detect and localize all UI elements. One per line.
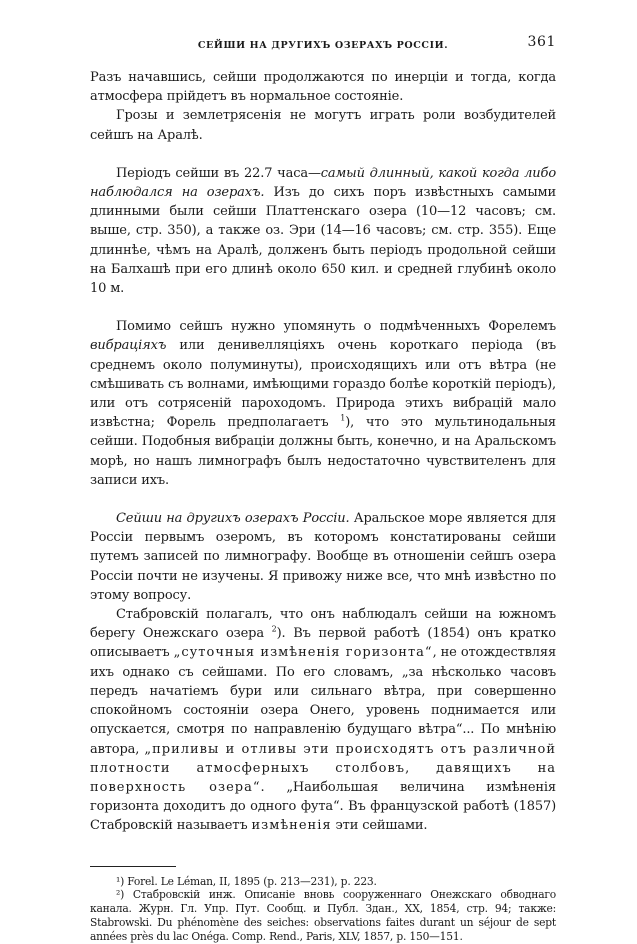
- emphasis-longest-period: самый длинный, какой когда либо наблюдался на озерахъ.: [90, 165, 556, 201]
- running-title: СЕЙШИ НА ДРУГИХЪ ОЗЕРАХЪ РОССІИ.: [197, 40, 449, 51]
- spaced-quote-2: „приливы и отливы эти происходятъ отъ различной плотности атмосферныхъ столбовъ, давящихъ на поверхность озера“: [90, 741, 556, 795]
- spaced-quote-1: „суточныя измѣненія горизонта“: [173, 645, 433, 661]
- footnote-ref-1: 1: [340, 413, 346, 423]
- footnote-1: ¹) Forel. Le Léman, II, 1895 (p. 213—231), p. 223.: [116, 874, 377, 888]
- page-header: [90, 34, 556, 54]
- paragraph-2: Грозы и землетрясенія не могутъ играть роли возбудителей сейшъ на Аралѣ.: [90, 108, 556, 143]
- paragraph-1: Разъ начавшись, сейши продолжаются по инерціи и тогда, когда атмосфера прійдетъ въ нормальное состояніе.: [90, 70, 556, 105]
- section-heading-seiches-russia: Сейши на другихъ озерахъ Россіи.: [116, 511, 350, 527]
- paragraph-5: Сейши на другихъ озерахъ Россіи. Аральское море является для Россіи первымъ озеромъ, въ которомъ констатированы сейши путемъ записей по лимнографу. Вообще въ отношеніи сейшъ озера Россіи почти не изучены. Я привожу ниже все, что мнѣ извѣстно по этому вопросу.: [90, 511, 556, 603]
- page-number: 361: [527, 34, 556, 50]
- paragraph-3: Періодъ сейши въ 22.7 часа—самый длинный, какой когда либо наблюдался на озерахъ. Изъ до сихъ поръ извѣстныхъ самыми длинными были сейши Платтенскаго озера (10—12 часовъ; см. выше, стр. 350), а также оз. Эри (14—16 часовъ; см. стр. 355). Еще длиннѣе, чѣмъ на Аралѣ, долженъ быть періодъ продольной сейши на Балхашѣ при его длинѣ около 650 кил. и средней глубинѣ около 10 м.: [90, 165, 556, 297]
- main-text: [90, 68, 556, 836]
- footnote-divider: [90, 866, 176, 867]
- document-page: [90, 34, 556, 944]
- paragraph-6: Стабровскій полагалъ, что онъ наблюдалъ сейши на южномъ берегу Онежскаго озера $^2$). Въ первой работѣ (1854) онъ кратко описываетъ „суточныя измѣненія горизонта“, не отождествляя ихъ однако съ сейшами. По его словамъ, „за нѣсколько часовъ передъ начатіемъ бури или сильнаго вѣтра, при совершенно спокойномъ состояніи озера Онего, уровень поднимается или опускается, смотря по направленію будущаго вѣтра“... По мнѣнію автора, „приливы и отливы эти происходятъ отъ различной плотности атмосферныхъ столбовъ, давящихъ на поверхность озера“. „Наибольшая величина измѣненія горизонта доходитъ до одного фута“. Въ французской работѣ (1857) Стабровскій называетъ измѣненія эти сейшами.: [90, 607, 556, 834]
- footnotes: [90, 875, 556, 944]
- footnote-ref-2: 2: [271, 624, 277, 634]
- spaced-word-changes: измѣненія: [251, 818, 332, 834]
- paragraph-4: Помимо сейшъ нужно упомянуть о подмѣченныхъ Форелемъ вибраціяхъ или денивелляціяхъ очень короткаго періода (въ среднемъ около полуминуты), происходящихъ или отъ вѣтра (не смѣшивать съ волнами, имѣющими гораздо болѣе короткій періодъ), или отъ сотрясеній пароходомъ. Природа этихъ вибрацій мало извѣстна; Форель предполагаетъ $^1$), что это мультинодальныя сейши. Подобныя вибраціи должны быть, конечно, и на Аральскомъ морѣ, но нашъ лимнографъ былъ недостаточно чувствителенъ для записи ихъ.: [90, 319, 556, 488]
- footnote-2: ²) Стабровскій инж. Описаніе вновь сооруженнаго Онежскаго обводнаго канала. Журн. Гл. Упр. Пут. Сообщ. и Публ. Здан., XX, 1854, стр. 94; также: Stabrowski. Du phénomène des seiches: observations faites durant un séjour de sept années près du lac Onéga. Comp. Rend., Paris, XLV, 1857, p. 150—151.: [90, 888, 556, 943]
- emphasis-vibrations: вибраціяхъ: [90, 338, 167, 354]
